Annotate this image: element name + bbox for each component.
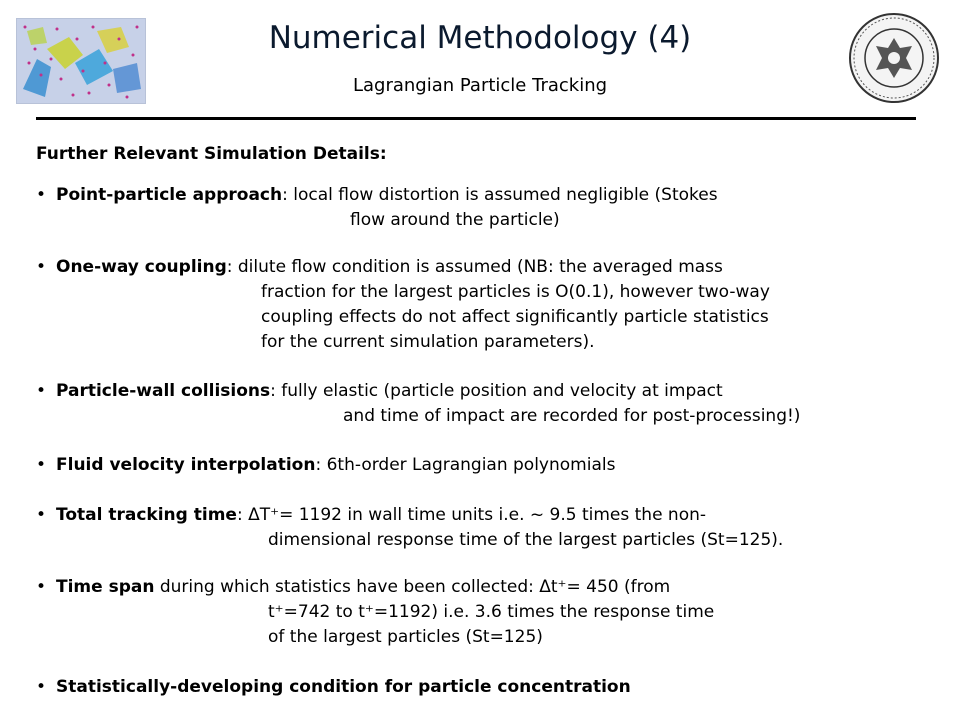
bullet-continuation: t⁺=742 to t⁺=1192) i.e. 3.6 times the response time (268, 602, 715, 622)
bullet-text: 6th-order Lagrangian polynomials (326, 455, 616, 475)
bullet-term: Time span (56, 577, 155, 597)
bullet-term: Statistically-developing condition for particle concentration (56, 677, 631, 697)
list-item (36, 503, 706, 528)
list-item (36, 675, 631, 700)
university-seal-logo (848, 12, 940, 104)
bullet-term: One-way coupling (56, 257, 227, 277)
bullet-icon: • (36, 505, 47, 525)
bullet-text: ΔT⁺= 1192 in wall time units i.e. ~ 9.5 times the non- (248, 505, 707, 525)
bullet-term: Total tracking time (56, 505, 237, 525)
bullet-text: local flow distortion is assumed negligible (Stokes (293, 185, 718, 205)
bullet-continuation: fraction for the largest particles is O(0.1), however two-way (261, 282, 770, 302)
bullet-continuation: flow around the particle) (350, 210, 560, 230)
bullet-separator: : (315, 455, 327, 475)
seal-graphic (848, 12, 940, 104)
bullet-icon: • (36, 677, 47, 697)
bullet-continuation: coupling effects do not affect significantly particle statistics (261, 307, 769, 327)
bullet-separator: : (282, 185, 294, 205)
bullet-term: Point-particle approach (56, 185, 283, 205)
bullet-continuation: of the largest particles (St=125) (268, 627, 543, 647)
bullet-separator: : (236, 505, 249, 525)
list-item (36, 575, 670, 600)
list-item (36, 379, 723, 404)
bullet-term: Fluid velocity interpolation (56, 455, 316, 475)
bullet-term: Particle-wall collisions (56, 381, 271, 401)
slide-title: Numerical Methodology (4) (268, 20, 692, 56)
list-item (36, 453, 615, 478)
bullet-text: fully elastic (particle position and velocity at impact (281, 381, 723, 401)
bullet-continuation: dimensional response time of the largest particles (St=125). (268, 530, 784, 550)
bullet-separator: : (270, 381, 282, 401)
title-divider (36, 117, 916, 120)
slide-subtitle: Lagrangian Particle Tracking (352, 75, 608, 96)
bullet-continuation: and time of impact are recorded for post-processing!) (343, 406, 801, 426)
bullet-separator: : (226, 257, 238, 277)
section-heading: Further Relevant Simulation Details: (36, 144, 387, 164)
bullet-icon: • (36, 455, 47, 475)
bullet-continuation: for the current simulation parameters). (261, 332, 595, 352)
bullet-icon: • (36, 257, 47, 277)
list-item (36, 255, 723, 280)
bullet-text: during which statistics have been collected: Δt⁺= 450 (from (159, 577, 671, 597)
bullet-icon: • (36, 381, 47, 401)
bullet-icon: • (36, 185, 47, 205)
list-item (36, 183, 718, 208)
bullet-text: dilute flow condition is assumed (NB: the averaged mass (237, 257, 723, 277)
bullet-icon: • (36, 577, 47, 597)
